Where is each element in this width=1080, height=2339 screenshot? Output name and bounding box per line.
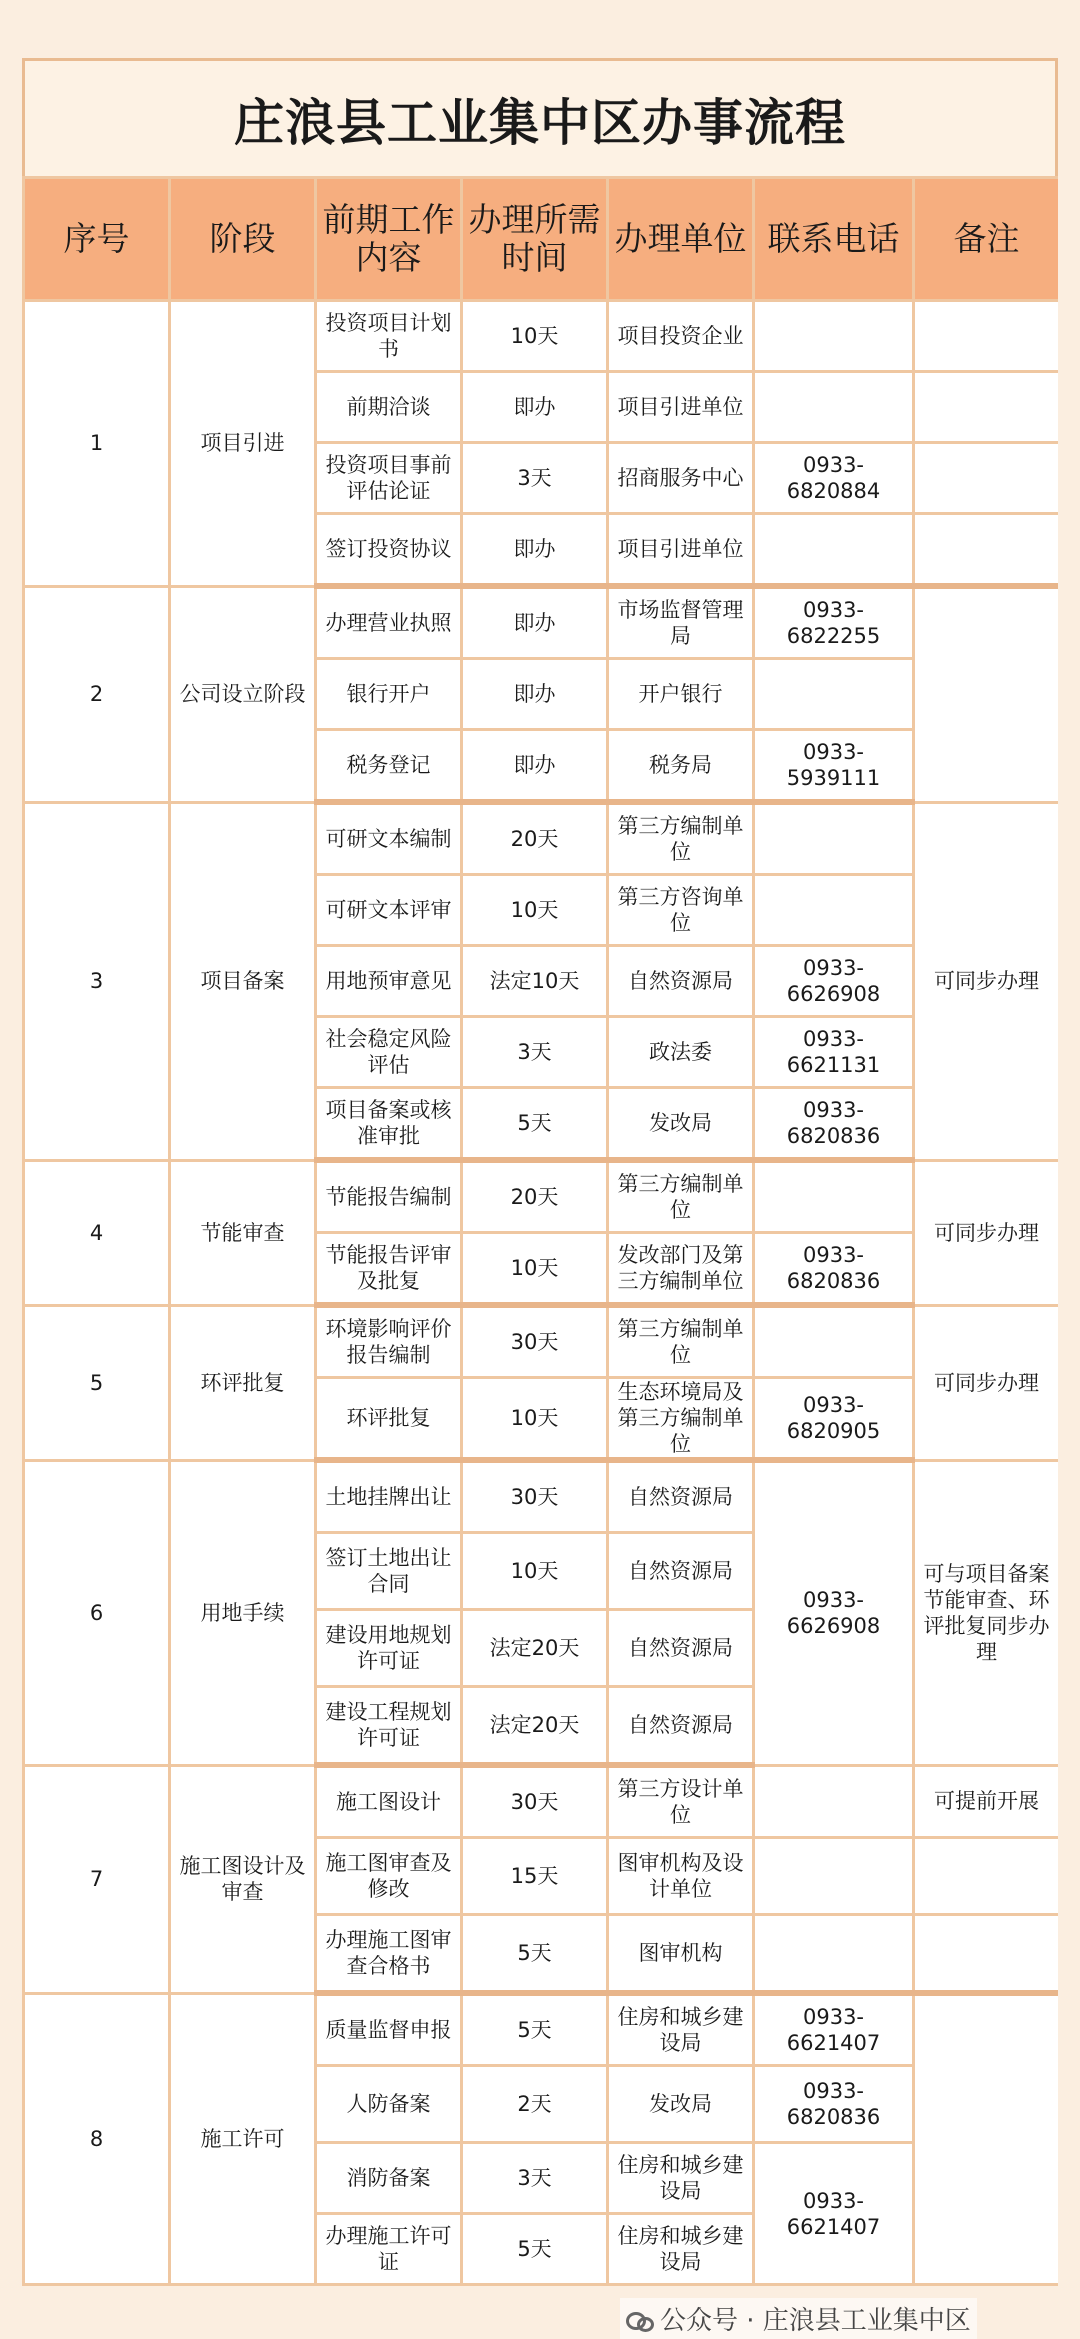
phone-cell: 0933-6820884 [754, 443, 914, 514]
time-cell: 即办 [462, 730, 608, 803]
phone-cell: 0933-6820836 [754, 2066, 914, 2143]
task-cell: 施工图设计 [316, 1765, 462, 1838]
phone-cell: 0933-6822255 [754, 586, 914, 659]
phone-cell: 0933-6626908 [754, 946, 914, 1017]
wechat-icon [626, 2308, 652, 2330]
task-cell: 项目备案或核准审批 [316, 1088, 462, 1161]
unit-cell: 图审机构 [608, 1915, 754, 1994]
phone-cell: 0933-6820905 [754, 1378, 914, 1461]
phone-cell: 0933-6626908 [754, 1460, 914, 1765]
time-cell: 3天 [462, 443, 608, 514]
time-cell: 即办 [462, 659, 608, 730]
title-bar [22, 58, 1058, 176]
note-cell [914, 301, 1059, 372]
note-cell: 可同步办理 [914, 802, 1059, 1160]
unit-cell: 税务局 [608, 730, 754, 803]
time-cell: 20天 [462, 1160, 608, 1233]
task-cell: 建设用地规划许可证 [316, 1610, 462, 1687]
task-cell: 投资项目事前评估论证 [316, 443, 462, 514]
unit-cell: 自然资源局 [608, 1533, 754, 1610]
unit-cell: 开户银行 [608, 659, 754, 730]
task-cell: 节能报告编制 [316, 1160, 462, 1233]
phone-cell [754, 659, 914, 730]
unit-cell: 第三方设计单位 [608, 1765, 754, 1838]
watermark-text: 公众号 · 庄浪县工业集中区 [660, 2306, 971, 2336]
task-cell: 社会稳定风险评估 [316, 1017, 462, 1088]
task-cell: 可研文本评审 [316, 875, 462, 946]
note-cell [914, 372, 1059, 443]
phone-cell [754, 1765, 914, 1838]
unit-cell: 发改局 [608, 1088, 754, 1161]
process-sheet [22, 58, 1058, 2339]
time-cell: 3天 [462, 1017, 608, 1088]
table-row [24, 1160, 1059, 1233]
unit-cell: 项目投资企业 [608, 301, 754, 372]
stage-cell: 项目备案 [170, 802, 316, 1160]
task-cell: 土地挂牌出让 [316, 1460, 462, 1533]
task-cell: 投资项目计划书 [316, 301, 462, 372]
note-cell [914, 1838, 1059, 1915]
note-cell: 可同步办理 [914, 1305, 1059, 1460]
time-cell: 10天 [462, 301, 608, 372]
unit-cell: 住房和城乡建设局 [608, 2214, 754, 2285]
header-task: 前期工作内容 [316, 178, 462, 301]
header-unit: 办理单位 [608, 178, 754, 301]
task-cell: 节能报告评审及批复 [316, 1233, 462, 1306]
time-cell: 5天 [462, 1088, 608, 1161]
phone-cell: 0933-6621131 [754, 1017, 914, 1088]
task-cell: 银行开户 [316, 659, 462, 730]
note-cell [914, 443, 1059, 514]
process-table [22, 176, 1058, 2286]
header-row [24, 178, 1059, 301]
table-row [24, 301, 1059, 372]
time-cell: 10天 [462, 1378, 608, 1461]
note-cell: 可提前开展 [914, 1765, 1059, 1838]
seq-cell: 1 [24, 301, 170, 587]
header-seq: 序号 [24, 178, 170, 301]
unit-cell: 住房和城乡建设局 [608, 1993, 754, 2066]
unit-cell: 招商服务中心 [608, 443, 754, 514]
task-cell: 税务登记 [316, 730, 462, 803]
header-time: 办理所需时间 [462, 178, 608, 301]
stage-cell: 公司设立阶段 [170, 586, 316, 802]
unit-cell: 发改部门及第三方编制单位 [608, 1233, 754, 1306]
seq-cell: 6 [24, 1460, 170, 1765]
table-row [24, 802, 1059, 875]
note-cell: 可与项目备案节能审查、环评批复同步办理 [914, 1460, 1059, 1765]
seq-cell: 3 [24, 802, 170, 1160]
time-cell: 30天 [462, 1765, 608, 1838]
header-stage: 阶段 [170, 178, 316, 301]
task-cell: 办理施工许可证 [316, 2214, 462, 2285]
time-cell: 10天 [462, 1533, 608, 1610]
task-cell: 建设工程规划许可证 [316, 1687, 462, 1766]
time-cell: 10天 [462, 875, 608, 946]
task-cell: 施工图审查及修改 [316, 1838, 462, 1915]
time-cell: 5天 [462, 1993, 608, 2066]
task-cell: 可研文本编制 [316, 802, 462, 875]
table-row [24, 1765, 1059, 1838]
task-cell: 人防备案 [316, 2066, 462, 2143]
task-cell: 前期洽谈 [316, 372, 462, 443]
stage-cell: 节能审查 [170, 1160, 316, 1305]
task-cell: 签订投资协议 [316, 514, 462, 587]
unit-cell: 项目引进单位 [608, 514, 754, 587]
page-title: 庄浪县工业集中区办事流程 [234, 93, 846, 152]
task-cell: 办理营业执照 [316, 586, 462, 659]
unit-cell: 政法委 [608, 1017, 754, 1088]
time-cell: 即办 [462, 372, 608, 443]
phone-cell [754, 1305, 914, 1378]
header-phone: 联系电话 [754, 178, 914, 301]
header-note: 备注 [914, 178, 1059, 301]
phone-cell [754, 1915, 914, 1994]
unit-cell: 第三方编制单位 [608, 1305, 754, 1378]
phone-cell [754, 875, 914, 946]
time-cell: 5天 [462, 1915, 608, 1994]
time-cell: 法定20天 [462, 1687, 608, 1766]
time-cell: 即办 [462, 586, 608, 659]
time-cell: 20天 [462, 802, 608, 875]
note-cell [914, 1993, 1059, 2285]
phone-cell [754, 301, 914, 372]
unit-cell: 第三方编制单位 [608, 1160, 754, 1233]
seq-cell: 8 [24, 1993, 170, 2285]
note-cell [914, 586, 1059, 802]
task-cell: 签订土地出让合同 [316, 1533, 462, 1610]
phone-cell: 0933-6820836 [754, 1088, 914, 1161]
note-cell [914, 1915, 1059, 1994]
unit-cell: 自然资源局 [608, 1460, 754, 1533]
stage-cell: 环评批复 [170, 1305, 316, 1460]
task-cell: 办理施工图审查合格书 [316, 1915, 462, 1994]
unit-cell: 生态环境局及第三方编制单位 [608, 1378, 754, 1461]
stage-cell: 用地手续 [170, 1460, 316, 1765]
unit-cell: 自然资源局 [608, 946, 754, 1017]
watermark [620, 2298, 977, 2339]
stage-cell: 施工许可 [170, 1993, 316, 2285]
time-cell: 2天 [462, 2066, 608, 2143]
time-cell: 30天 [462, 1305, 608, 1378]
time-cell: 即办 [462, 514, 608, 587]
task-cell: 环境影响评价报告编制 [316, 1305, 462, 1378]
phone-cell [754, 1838, 914, 1915]
unit-cell: 第三方咨询单位 [608, 875, 754, 946]
phone-cell [754, 514, 914, 587]
time-cell: 3天 [462, 2143, 608, 2214]
phone-cell: 0933-5939111 [754, 730, 914, 803]
unit-cell: 第三方编制单位 [608, 802, 754, 875]
unit-cell: 住房和城乡建设局 [608, 2143, 754, 2214]
time-cell: 法定20天 [462, 1610, 608, 1687]
phone-cell [754, 372, 914, 443]
unit-cell: 自然资源局 [608, 1610, 754, 1687]
unit-cell: 发改局 [608, 2066, 754, 2143]
task-cell: 质量监督申报 [316, 1993, 462, 2066]
task-cell: 用地预审意见 [316, 946, 462, 1017]
phone-cell [754, 1160, 914, 1233]
time-cell: 10天 [462, 1233, 608, 1306]
unit-cell: 自然资源局 [608, 1687, 754, 1766]
task-cell: 消防备案 [316, 2143, 462, 2214]
seq-cell: 2 [24, 586, 170, 802]
phone-cell: 0933-6621407 [754, 1993, 914, 2066]
seq-cell: 5 [24, 1305, 170, 1460]
table-row [24, 1460, 1059, 1533]
note-cell: 可同步办理 [914, 1160, 1059, 1305]
task-cell: 环评批复 [316, 1378, 462, 1461]
table-row [24, 1993, 1059, 2066]
table-row [24, 586, 1059, 659]
seq-cell: 7 [24, 1765, 170, 1993]
phone-cell: 0933-6820836 [754, 1233, 914, 1306]
stage-cell: 项目引进 [170, 301, 316, 587]
table-row [24, 1305, 1059, 1378]
time-cell: 法定10天 [462, 946, 608, 1017]
phone-cell: 0933-6621407 [754, 2143, 914, 2285]
note-cell [914, 514, 1059, 587]
stage-cell: 施工图设计及审查 [170, 1765, 316, 1993]
unit-cell: 项目引进单位 [608, 372, 754, 443]
time-cell: 30天 [462, 1460, 608, 1533]
time-cell: 15天 [462, 1838, 608, 1915]
time-cell: 5天 [462, 2214, 608, 2285]
phone-cell [754, 802, 914, 875]
seq-cell: 4 [24, 1160, 170, 1305]
unit-cell: 图审机构及设计单位 [608, 1838, 754, 1915]
unit-cell: 市场监督管理局 [608, 586, 754, 659]
